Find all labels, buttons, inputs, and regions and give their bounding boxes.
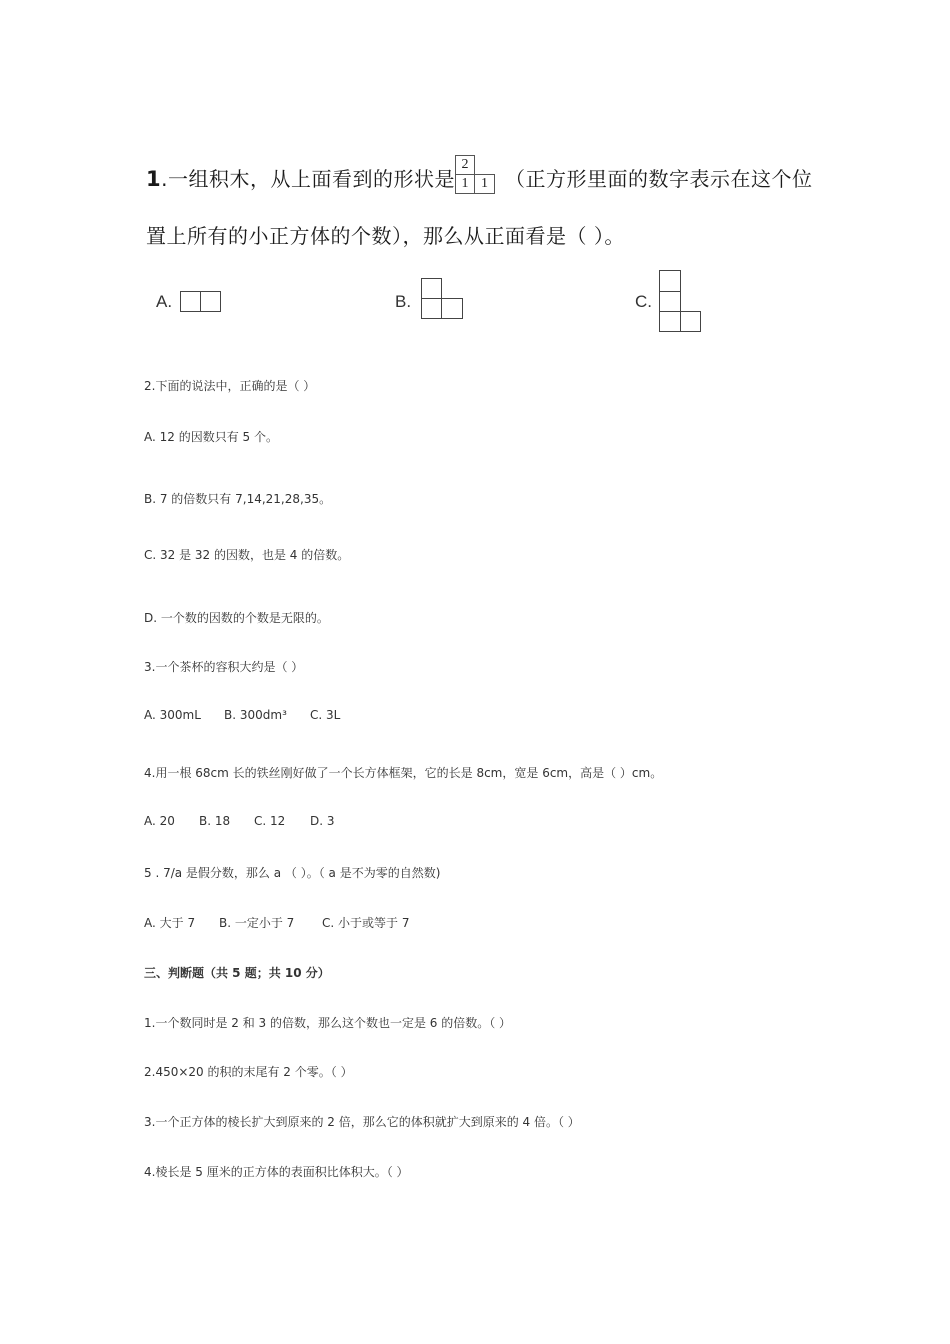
q1-option-a-label: A. <box>156 292 173 311</box>
q2-option-c: C. 32 是 32 的因数，也是 4 的倍数。 <box>144 548 350 562</box>
section3-item-2: 2.450×20 的积的末尾有 2 个零。（ ） <box>144 1065 353 1079</box>
section3-item-3: 3.一个正方体的棱长扩大到原来的 2 倍，那么它的体积就扩大到原来的 4 倍。（ ） <box>144 1115 580 1129</box>
option-b-square-bottom-left <box>421 298 442 319</box>
q3-option-b: B. 300dm³ <box>224 708 287 722</box>
q3-option-a: A. 300mL <box>144 708 201 722</box>
q1-option-b-label: B. <box>395 292 412 311</box>
q1-top-view-figure <box>451 153 497 195</box>
q5-stem: 5 . 7/a 是假分数，那么 a （ ）。（ a 是不为零的自然数) <box>144 866 441 880</box>
q1-text-before: .一组积木，从上面看到的形状是 <box>161 167 455 191</box>
option-c-square-top <box>659 270 681 292</box>
section3-item-4: 4.棱长是 5 厘米的正方体的表面积比体积大。（ ） <box>144 1165 409 1179</box>
top-view-cell-1b: 1 <box>474 174 495 194</box>
q3-stem: 3.一个茶杯的容积大约是（ ） <box>144 660 304 674</box>
q4-option-d: D. 3 <box>310 814 335 828</box>
q2-option-d: D. 一个数的因数的个数是无限的。 <box>144 611 329 625</box>
q3-option-c: C. 3L <box>310 708 341 722</box>
top-view-cell-1a: 1 <box>455 174 475 194</box>
q5-option-b: B. 一定小于 7 <box>219 916 295 930</box>
q1-line2: 置上所有的小正方体的个数），那么从正面看是（ ）。 <box>146 224 625 248</box>
top-view-cell-2: 2 <box>455 155 475 175</box>
q4-stem: 4.用一根 68cm 长的铁丝刚好做了一个长方体框架，它的长是 8cm，宽是 6cm，高是（ ）cm。 <box>144 766 663 780</box>
q2-stem: 2.下面的说法中，正确的是（ ） <box>144 379 316 393</box>
section3-title: 三、判断题（共 5 题；共 10 分） <box>144 966 330 980</box>
option-a-square-1 <box>180 291 201 312</box>
q2-option-a: A. 12 的因数只有 5 个。 <box>144 430 278 444</box>
q1-line1 <box>146 163 455 192</box>
q5-option-c: C. 小于或等于 7 <box>322 916 410 930</box>
q2-option-b: B. 7 的倍数只有 7,14,21,28,35。 <box>144 492 332 506</box>
q4-option-c: C. 12 <box>254 814 286 828</box>
q1-option-c-label: C. <box>635 292 652 311</box>
option-c-square-middle <box>659 291 681 312</box>
option-a-square-2 <box>200 291 221 312</box>
option-b-square-top <box>421 278 442 299</box>
q1-text-after: （正方形里面的数字表示在这个位 <box>505 167 813 191</box>
option-c-square-bottom-left <box>659 311 681 332</box>
q4-option-a: A. 20 <box>144 814 175 828</box>
option-c-square-bottom-right <box>680 311 701 332</box>
q4-option-b: B. 18 <box>199 814 231 828</box>
q5-option-a: A. 大于 7 <box>144 916 196 930</box>
q1-number: 1 <box>146 167 162 191</box>
section3-item-1: 1.一个数同时是 2 和 3 的倍数，那么这个数也一定是 6 的倍数。（ ） <box>144 1016 512 1030</box>
option-b-square-bottom-right <box>441 298 463 319</box>
